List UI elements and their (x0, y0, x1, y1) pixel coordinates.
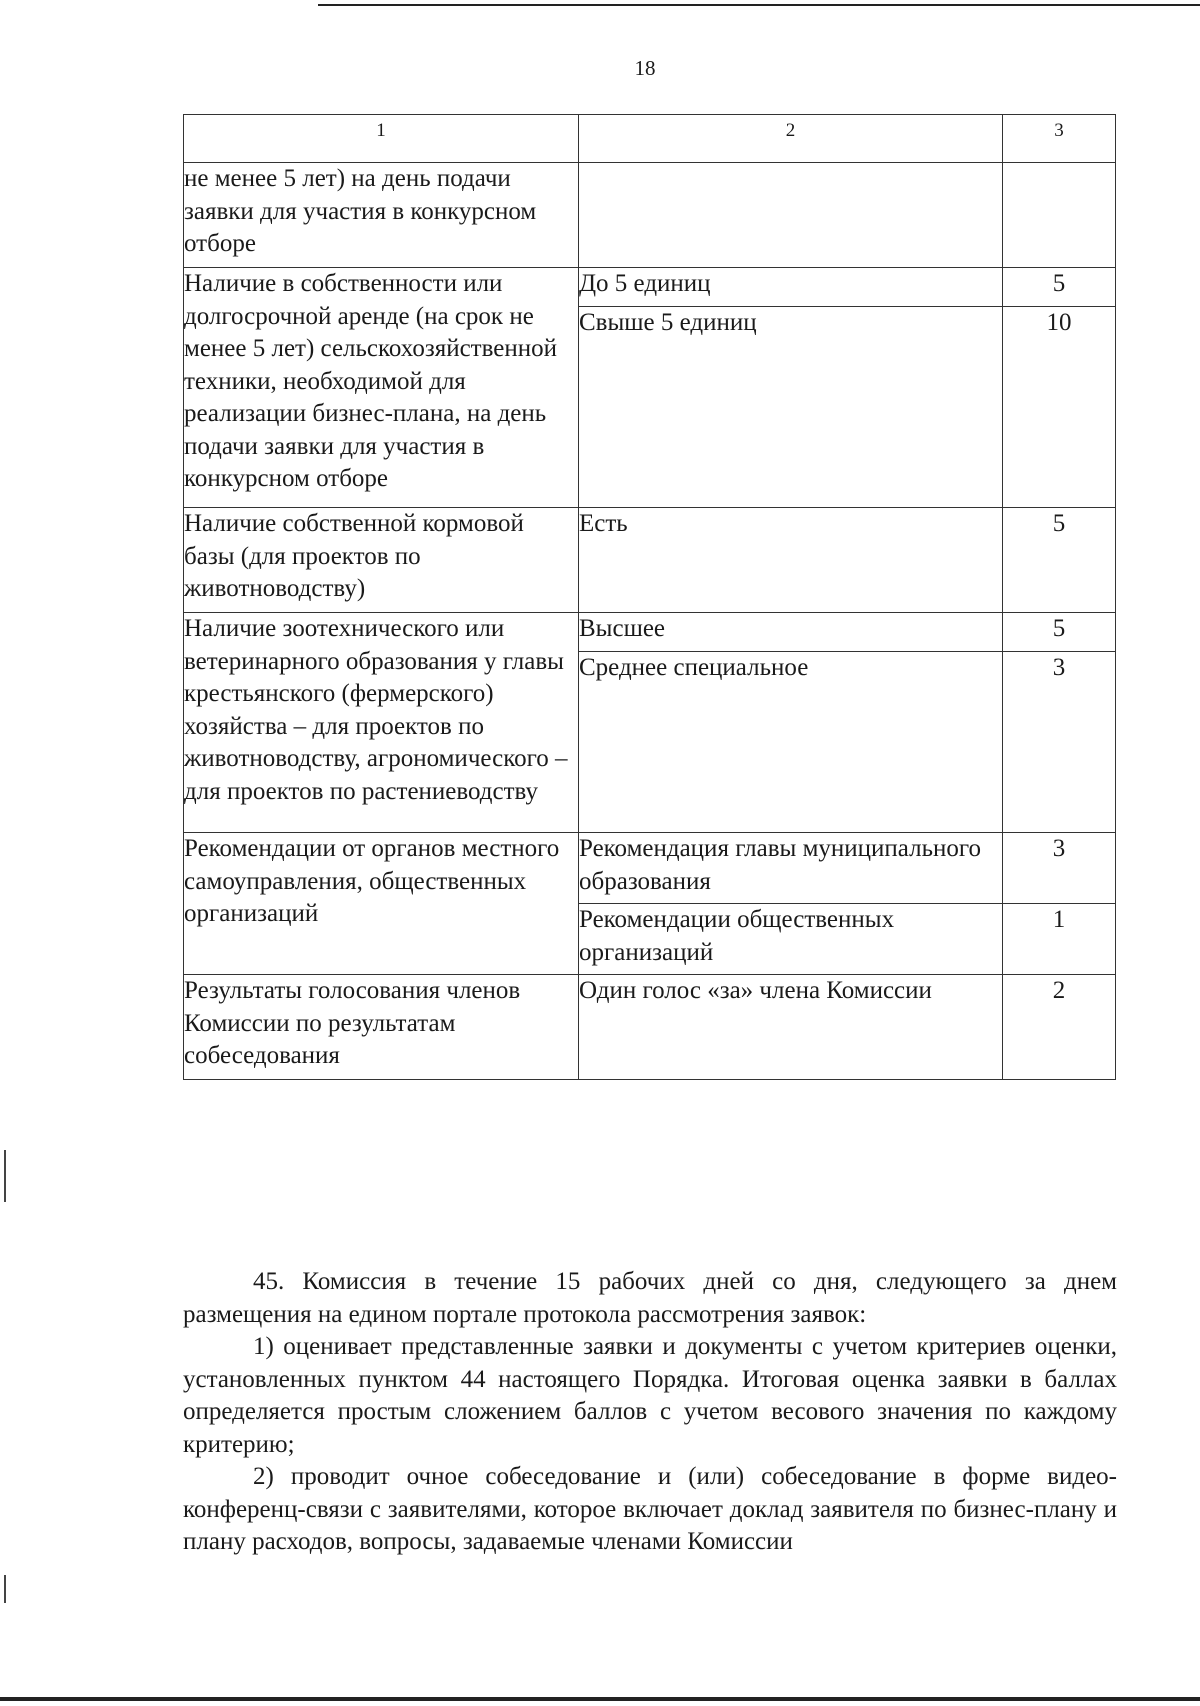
option-cell: Один голос «за» члена Комиссии (579, 975, 1003, 1080)
criterion-cell: Наличие собственной кормовой базы (для проектов по животноводству) (184, 508, 579, 613)
score-cell: 5 (1003, 508, 1116, 613)
criterion-cell: Наличие зоотехнического или ветеринарного образования у главы крестьянского (фермерского) хозяйства – для проектов по животноводству, агрономического – для проектов по растениеводству (184, 613, 579, 833)
table-row (184, 833, 1116, 904)
paragraph: 2) проводит очное собеседование и (или) собеседование в форме видео-конференц-связи с заявителями, которое включает доклад заявителя по бизнес-плану и плану расходов, вопросы, задаваемые членами Комиссии (183, 1463, 1117, 1555)
option-cell (579, 163, 1003, 268)
score-cell (1003, 163, 1116, 268)
option-cell: Рекомендация главы муниципального образования (579, 833, 1003, 904)
table-row (184, 613, 1116, 652)
criterion-cell: Результаты голосования членов Комиссии по результатам собеседования (184, 975, 579, 1080)
option-cell: Рекомендации общественных организаций (579, 904, 1003, 975)
scan-edge-mark (4, 1150, 6, 1202)
criteria-table (183, 114, 1116, 1080)
paragraph: 45. Комиссия в течение 15 рабочих дней со дня, следующего за днем размещения на едином портале протокола рассмотрения заявок: (183, 1268, 1117, 1328)
table-row (184, 268, 1116, 307)
score-cell: 1 (1003, 904, 1116, 975)
bottom-border-line (0, 1697, 1200, 1701)
table-header-row (184, 115, 1116, 163)
column-header: 2 (579, 115, 1003, 163)
column-header: 3 (1003, 115, 1116, 163)
score-cell: 10 (1003, 307, 1116, 508)
column-header: 1 (184, 115, 579, 163)
option-cell: Среднее специальное (579, 652, 1003, 833)
score-cell: 3 (1003, 833, 1116, 904)
table-row (184, 163, 1116, 268)
table-row (184, 975, 1116, 1080)
criterion-cell: Наличие в собственности или долгосрочной аренде (на срок не менее 5 лет) сельскохозяйственной техники, необходимой для реализации бизнес-плана, на день подачи заявки для участия в конкурсном отборе (184, 268, 579, 508)
table-row (184, 508, 1116, 613)
score-cell: 5 (1003, 613, 1116, 652)
criterion-cell: Рекомендации от органов местного самоуправления, общественных организаций (184, 833, 579, 975)
option-cell: Есть (579, 508, 1003, 613)
page-number: 18 (634, 56, 656, 80)
option-cell: До 5 единиц (579, 268, 1003, 307)
paragraph: 1) оценивает представленные заявки и документы с учетом критериев оценки, установленных пунктом 44 настоящего Порядка. Итоговая оценка заявки в баллах определяется простым сложением баллов с учетом весового значения по каждому критерию; (183, 1333, 1117, 1458)
score-cell: 2 (1003, 975, 1116, 1080)
option-cell: Свыше 5 единиц (579, 307, 1003, 508)
scan-edge-mark (4, 1575, 6, 1603)
option-cell: Высшее (579, 613, 1003, 652)
score-cell: 5 (1003, 268, 1116, 307)
score-cell: 3 (1003, 652, 1116, 833)
top-border-line (318, 4, 1200, 6)
criterion-cell: не менее 5 лет) на день подачи заявки для участия в конкурсном отборе (184, 163, 579, 268)
body-text (183, 1266, 1117, 1559)
